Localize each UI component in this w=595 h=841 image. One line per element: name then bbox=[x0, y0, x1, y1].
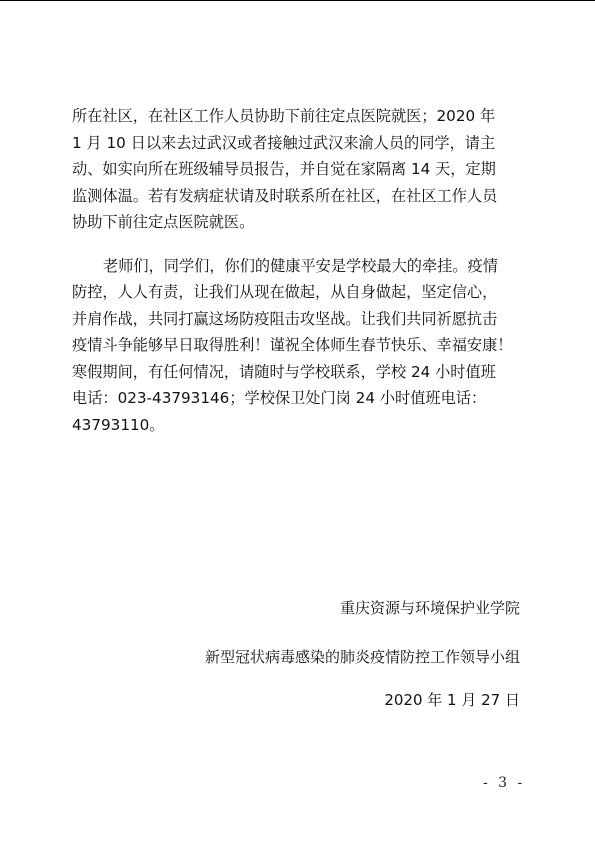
signature-date: 2020 年 1 月 27 日 bbox=[384, 691, 520, 709]
paragraph-1-line-5: 协助下前往定点医院就医。 bbox=[72, 213, 255, 231]
top-border-rule bbox=[0, 0, 595, 1]
paragraph-2-line-4: 疫情斗争能够早日取得胜利！谨祝全体师生春节快乐、幸福安康！ bbox=[72, 336, 513, 354]
document-body bbox=[72, 103, 532, 438]
signature-organization: 重庆资源与环境保护业学院 bbox=[339, 599, 520, 617]
paragraph-spacer bbox=[72, 236, 532, 253]
paragraph-2-line-7: 43793110。 bbox=[72, 415, 165, 434]
paragraph-1-line-2: 1 月 10 日以来去过武汉或者接触过武汉来渝人员的同学，请主 bbox=[72, 133, 496, 152]
paragraph-2-line-1: 老师们，同学们，你们的健康平安是学校最大的牵挂。疫情 bbox=[103, 256, 498, 275]
paragraph-1-line-4: 监测体温。若有发病症状请及时联系所在社区，在社区工作人员 bbox=[72, 186, 498, 205]
paragraph-1-line-1: 所在社区，在社区工作人员协助下前往定点医院就医；2020 年 bbox=[72, 107, 496, 125]
paragraph-2-line-3: 并肩作战，共同打赢这场防疫阻击攻坚战。让我们共同祈愿抗击 bbox=[72, 309, 498, 328]
paragraph-2-line-2: 防控，人人有责，让我们从现在做起，从自身做起，坚定信心， bbox=[72, 283, 498, 301]
paragraph-1-line-3: 动、如实向所在班级辅导员报告，并自觉在家隔离 14 天，定期 bbox=[72, 160, 496, 178]
signature-group: 新型冠状病毒感染的肺炎疫情防控工作领导小组 bbox=[204, 648, 520, 666]
page-number: - 3 - bbox=[483, 775, 526, 791]
paragraph-2-line-5: 寒假期间，有任何情况，请随时与学校联系，学校 24 小时值班 bbox=[72, 362, 496, 381]
paragraph-2-line-6: 电话：023-43793146；学校保卫处门岗 24 小时值班电话： bbox=[72, 389, 487, 407]
